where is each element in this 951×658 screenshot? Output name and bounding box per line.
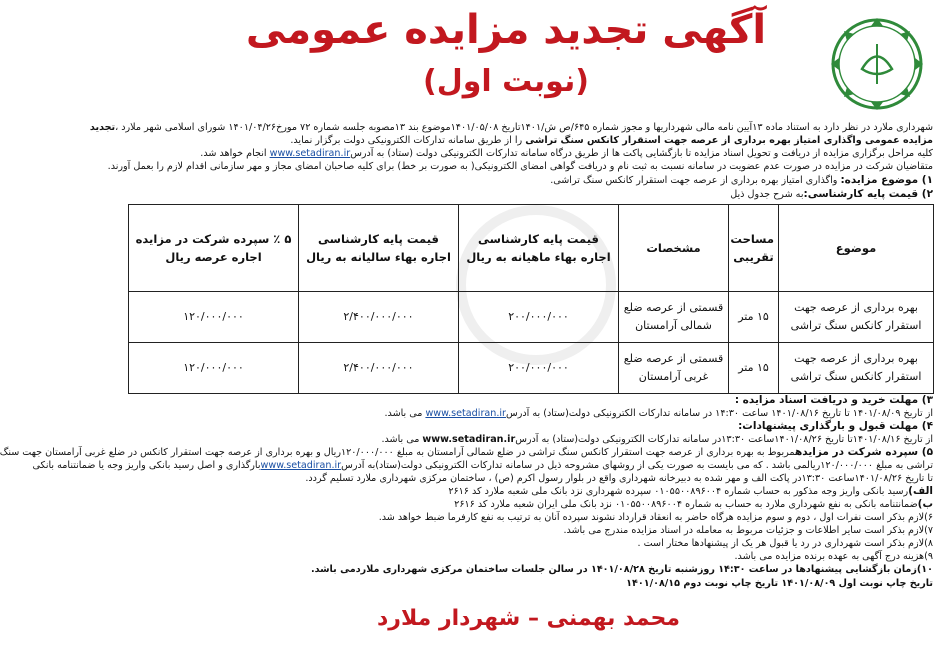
section-4: از تاریخ ۱۴۰۱/۰۸/۱۶تا تاریخ ۱۴۰۱/۰۸/۲۶ساعت ۱۳:۳۰در سامانه تدارکات الکترونیکی دولت(ستاد) به آدرسwww.setadiran.ir می باشد. (381, 434, 933, 445)
cell-yearly: ۲/۴۰۰/۰۰۰/۰۰۰ (299, 292, 459, 343)
cell-yearly: ۲/۴۰۰/۰۰۰/۰۰۰ (299, 343, 459, 394)
table-row (129, 292, 934, 343)
intro-line-1: شهرداری ملارد در نظر دارد به استناد ماده ۱۳آیین نامه مالی شهرداریها و مجوز شماره ۶۴۵/ص ش/۱۴۰۱تاریخ ۱۴۰۱/۰۵/۰۸موضوع بند ۱۳مصوبه جلسه شماره ۷۲ مورخ۱۴۰۱/۰۴/۲۶ شورای اسلامی شهر ملارد ،تجدید (89, 122, 933, 133)
section-5a: الف)رسید بانکی واریز وجه مذکور به حساب شماره ۰۱۰۵۵۰۰۸۹۶۰۰۴ سپرده شهرداری نزد بانک ملی شعبه ملارد کد ۲۶۱۶ (448, 485, 933, 497)
setad-link[interactable]: www.setadiran.ir (425, 408, 507, 419)
price-table (128, 204, 934, 394)
section-3: از تاریخ ۱۴۰۱/۰۸/۰۹ تا تاریخ ۱۴۰۱/۰۸/۱۶ ساعت ۱۴:۳۰ در سامانه تدارکات الکترونیکی دولت(ستاد) به آدرسwww.setadiran.ir می باشد. (384, 408, 933, 419)
col-deposit: ۵ ٪ سپرده شرکت در مزایده اجاره عرصه ریال (129, 205, 299, 292)
cell-spec: قسمتی از عرصه ضلع غربی آرامستان (619, 343, 729, 394)
setad-link[interactable]: www.setadiran.ir (269, 148, 351, 159)
section-8: ۸)لازم بذکر است شهرداری در رد یا قبول هر یک از پیشنهادها مختار است . (637, 538, 933, 549)
col-monthly: قیمت پایه کارشناسی اجاره بهاء ماهیانه به ریال (459, 205, 619, 292)
intro-line-3: کلیه مراحل برگزاری مزایده از دریافت و تحویل اسناد مزایده تا بازگشایی پاکت ها از طریق درگاه سامانه تدارکات الکترونیکی دولت (ستاد) به آدرسwww.setadiran.ir انجام خواهد شد. (200, 148, 933, 159)
setad-link[interactable]: www.setadiran.ir (260, 460, 342, 471)
cell-deposit: ۱۲۰/۰۰۰/۰۰۰ (129, 292, 299, 343)
cell-spec: قسمتی از عرصه ضلع شمالی آرامستان (619, 292, 729, 343)
cell-subject: بهره برداری از عرصه جهت استقرار کانکس سنگ تراشی (779, 343, 934, 394)
notice-title: آگهی تجدید مزایده عمومی (245, 7, 767, 53)
section-2: ۲) قیمت پایه کارشناسی:به شرح جدول ذیل (730, 188, 933, 200)
intro-line-2: مزایده عمومی واگذاری امتیاز بهره برداری از عرصه جهت استقرار کانکس سنگ تراشی را از طریق سامانه تدارکات الکترونیکی دولت برگزار نماید. (290, 135, 933, 146)
section-5b: ب)ضمانتنامه بانکی به نفع شهرداری ملارد به حساب به شماره ۰۱۰۵۵۰۰۸۹۶۰۰۴ نزد بانک ملی ایران شعبه ملارد کد ۲۶۱۶ (454, 498, 933, 510)
section-10: ۱۰)زمان بازگشایی پیشنهادها در ساعت ۱۴:۳۰ روزشنبه تاریخ ۱۴۰۱/۰۸/۲۸ در سالن جلسات ساختمان مرکزی شهرداری ملاردمی باشد. (310, 564, 933, 575)
signature: محمد بهمنی – شهردار ملارد (377, 606, 680, 631)
section-3-label: ۳) مهلت خرید و دریافت اسناد مزایده : (734, 394, 933, 406)
municipality-logo (822, 14, 932, 114)
col-area: مساحت تقریبی (729, 205, 779, 292)
intro-line-4: متقاضیان شرکت در مزایده در صورت عدم عضویت در سامانه نسبت به ثبت نام و دریافت گواهی امضای الکترونیکی( به صورت بر خط) برای کلیه صاحبان امضای مجاز و مهر سازمانی اقدام لازم را بعمل آورند. (107, 161, 933, 172)
section-9: ۹)هزینه درج آگهی به عهده برنده مزایده می باشد. (734, 551, 933, 562)
col-yearly: قیمت پایه کارشناسی اجاره بهاء سالیانه به ریال (299, 205, 459, 292)
cell-monthly: ۲۰۰/۰۰۰/۰۰۰ (459, 292, 619, 343)
cell-subject: بهره برداری از عرصه جهت استقرار کانکس سنگ تراشی (779, 292, 934, 343)
setad-link[interactable]: www.setadiran.ir (422, 434, 516, 445)
notice-round: (نوبت اول) (423, 64, 589, 99)
col-spec: مشخصات (619, 205, 729, 292)
print-dates: تاریخ چاپ نوبت اول ۱۴۰۱/۰۸/۰۹ تاریخ چاپ نوبت دوم ۱۴۰۱/۰۸/۱۵ (626, 578, 933, 589)
col-subject: موضوع (779, 205, 934, 292)
section-7: ۷)لازم بذکر است سایر اطلاعات و جزئیات مربوط به معامله در اسناد مزایده مندرج می باشد. (563, 525, 933, 536)
section-6: ۶)لازم بذکر است نفرات اول ، دوم و سوم مزایده هرگاه حاضر به انعقاد قرارداد نشوند سپرده آنان به ترتیب به نفع کارفرما ضبط خواهد شد. (378, 512, 933, 523)
section-5-cont-2: تا تاریخ ۱۴۰۱/۰۸/۲۶ساعت ۱۳:۳۰در پاکت الف و مهر شده به دبیرخانه شهرداری واقع در بلوار رسول اکرم (ص) ، ساختمان مرکزی شهرداری ملارد تسلیم گردد. (305, 473, 933, 484)
cell-area: ۱۵ متر (729, 292, 779, 343)
cell-monthly: ۲۰۰/۰۰۰/۰۰۰ (459, 343, 619, 394)
section-4-label: ۴) مهلت قبول و بارگذاری پیشنهادات: (738, 420, 933, 432)
section-1: ۱) موضوع مزایده: واگذاری امتیاز بهره برداری از عرصه جهت استقرار کانکس سنگ تراشی. (550, 174, 933, 186)
cell-deposit: ۱۲۰/۰۰۰/۰۰۰ (129, 343, 299, 394)
cell-area: ۱۵ متر (729, 343, 779, 394)
section-5: ۵) سپرده شرکت در مزایدهمربوط به بهره برداری از عرصه جهت استقرار کانکس سنگ تراشی در ضلع شمالی آرامستان به مبلغ ۱۲۰/۰۰۰/۰۰۰ریال و بهره برداری از عرصه جهت استقرار کانکس در ضلع غربی آرامستان جهت سنگ (0, 446, 933, 458)
table-header-row (129, 205, 934, 292)
section-5-cont: تراشی به مبلغ ۱۲۰/۰۰۰/۰۰۰ریالمی باشد . که می بایست به صورت یکی از روشهای مشروحه ذیل در سامانه تدارکات الکترونیکی دولت(ستاد)به آدرسwww.setadiran.irبارگذاری و اصل رسید بانکی واریز وجه یا ضمانتنامه بانکی (32, 460, 933, 471)
table-row (129, 343, 934, 394)
